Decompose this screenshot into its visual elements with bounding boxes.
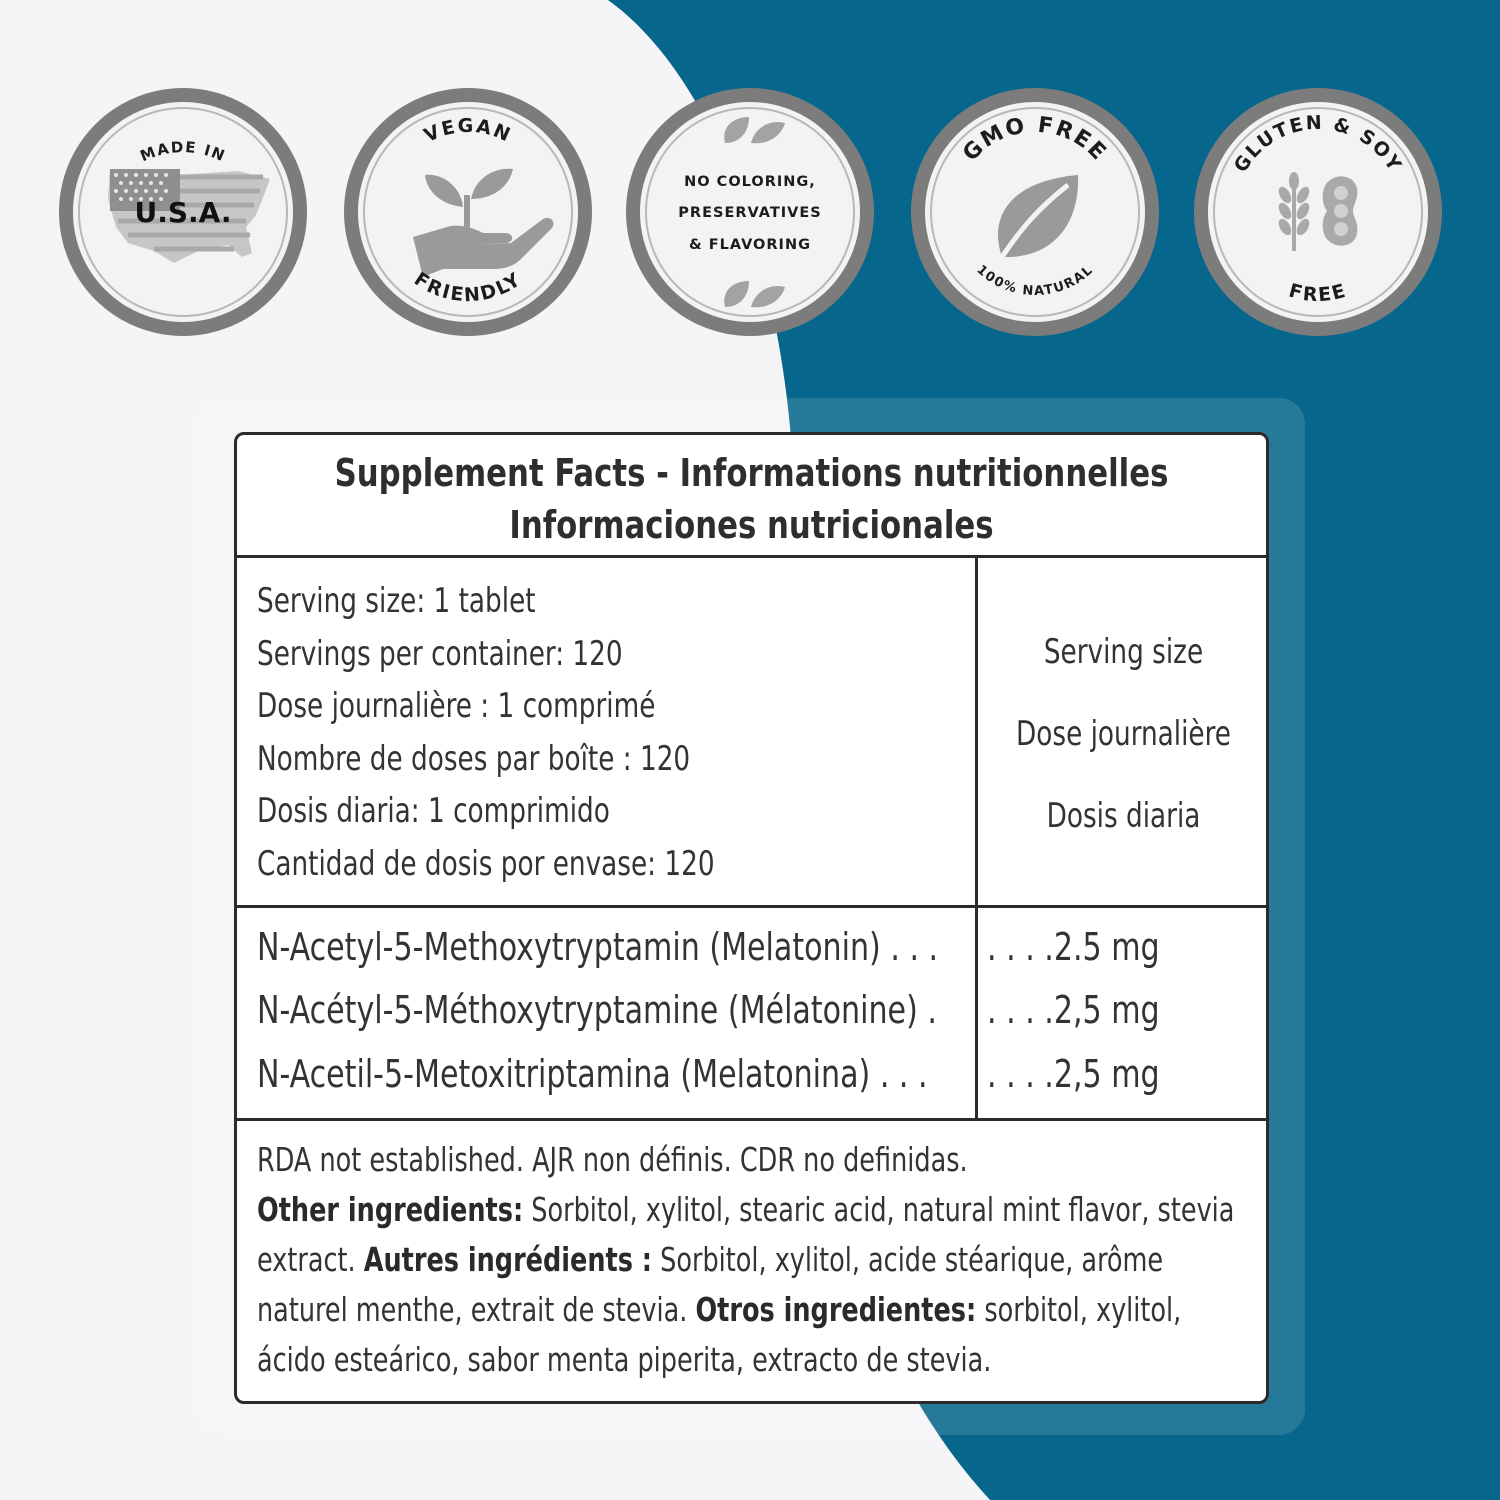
badge-gluten-soy-free [1193, 87, 1443, 337]
serving-header: Dosis diaria [1046, 796, 1201, 836]
other-ingredients-en: Sorbitol, xylitol, stearic acid, natural mint flavor, stevia extract. [257, 1190, 1235, 1279]
other-ingredients-es: sorbitol, xylitol, ácido esteárico, sabor menta piperita, extracto de stevia. [257, 1290, 1182, 1379]
badge-vegan-friendly [343, 87, 593, 337]
serving-line: Serving size: 1 tablet [257, 581, 536, 621]
ingredient-name: N-Acetil-5-Metoxitriptamina (Melatonina) . . . [257, 1052, 928, 1096]
facts-title-line-1: Supplement Facts - Informations nutritionnelles [334, 451, 1169, 495]
serving-line: Cantidad de dosis por envase: 120 [257, 843, 715, 884]
serving-line: Dosis diaria: 1 comprimido [257, 791, 610, 831]
badge-line-3: & FLAVORING [689, 237, 811, 253]
row-divider-serving [237, 905, 1266, 908]
serving-column-headers [978, 611, 1269, 857]
ingredient-row-fr [257, 980, 1257, 1040]
serving-header: Serving size [1043, 632, 1204, 672]
badge-top-text: GLUTEN & SOY [1229, 111, 1407, 177]
other-ingredients-label-es: Otros ingredientes: [695, 1290, 977, 1329]
facts-footer [257, 1135, 1257, 1385]
badge-top-text: GMO FREE [958, 112, 1112, 167]
row-divider-ingredients [237, 1118, 1266, 1121]
serving-header: Dose journalière [1016, 714, 1231, 754]
ingredient-amount: . . . .2.5 mg [987, 925, 1160, 969]
badge-top-text: VEGAN [420, 114, 516, 147]
other-ingredients-fr: Sorbitol, xylitol, acide stéarique, arôme naturel menthe, extrait de stevia. [257, 1240, 1164, 1329]
badge-top-text: MADE IN [137, 137, 229, 166]
serving-line: Nombre de doses par boîte : 120 [257, 738, 691, 779]
badge-center-text: U.S.A. [134, 196, 232, 229]
rda-note: RDA not established. AJR non définis. CDR no definidas. [257, 1140, 968, 1179]
supplement-facts-table [234, 432, 1269, 1404]
badge-gmo-free [910, 87, 1160, 337]
ingredient-name: N-Acétyl-5-Méthoxytryptamine (Mélatonine) . [257, 988, 937, 1032]
ingredient-row-en [257, 917, 1257, 977]
badge-line-1: NO COLORING, [684, 174, 816, 190]
ingredient-row-es [257, 1044, 1257, 1104]
other-ingredients-label-en: Other ingredients: [257, 1190, 524, 1229]
serving-line: Dose journalière : 1 comprimé [257, 686, 656, 726]
badge-made-in-usa [58, 87, 308, 337]
facts-title-line-2: Informaciones nutricionales [509, 503, 994, 547]
badge-bottom-text: 100% NATURAL [973, 262, 1097, 300]
serving-info [257, 575, 957, 890]
badge-bottom-text: FRIENDLY [410, 268, 526, 307]
badge-line-2: PRESERVATIVES [678, 205, 822, 221]
other-ingredients-label-fr: Autres ingrédients : [363, 1240, 653, 1279]
serving-line: Servings per container: 120 [257, 633, 623, 674]
facts-header [237, 435, 1266, 558]
ingredient-amount: . . . .2,5 mg [987, 1052, 1160, 1096]
ingredient-name: N-Acetyl-5-Methoxytryptamin (Melatonin) . . . [257, 925, 939, 969]
badge-bottom-text: FREE [1286, 279, 1350, 307]
ingredient-amount: . . . .2,5 mg [987, 988, 1160, 1032]
badge-no-coloring [625, 87, 875, 337]
